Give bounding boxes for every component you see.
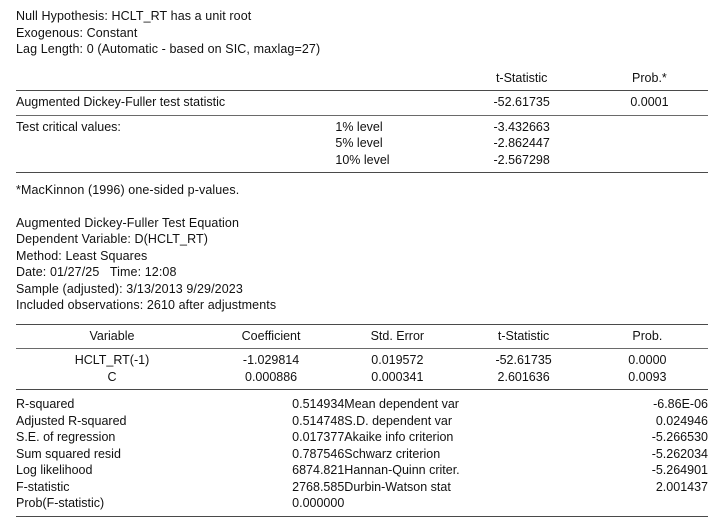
adf-stat-prob: 0.0001 <box>630 95 669 109</box>
critical-prob-3 <box>591 152 708 169</box>
stat-label-f-statistic: F-statistic <box>16 479 70 494</box>
stat-value-adjusted-r-squared: 0.514748 <box>292 413 345 428</box>
stat-label-schwarz: Schwarz criterion <box>344 446 441 461</box>
table-row <box>16 396 708 413</box>
summary-header-row <box>16 70 708 87</box>
stat-value-prob-f-statistic: 0.000000 <box>292 496 345 510</box>
table-row <box>16 152 708 169</box>
critical-level-2: 5% level <box>335 136 383 150</box>
date-time: Date: 01/27/25 Time: 12:08 <box>16 265 177 279</box>
coef-header-prob: Prob. <box>632 328 663 343</box>
critical-blank-3 <box>16 152 335 169</box>
summary-header-prob: Prob.* <box>632 70 667 85</box>
coef-header-tstatistic: t-Statistic <box>497 328 550 343</box>
coef-variable-1: HCLT_RT(-1) <box>74 353 150 367</box>
coef-tstatistic-1: -52.61735 <box>495 353 552 367</box>
adf-summary-table <box>16 70 708 87</box>
stat-value-blank <box>587 495 708 512</box>
adf-stat-label: Augmented Dickey-Fuller test statistic <box>16 95 226 109</box>
stat-value-sd-dependent-var: 0.024946 <box>655 413 708 428</box>
table-row <box>16 369 708 386</box>
divider-top <box>16 90 708 91</box>
table-row <box>16 462 708 479</box>
stat-value-hannan-quinn: -5.264901 <box>651 463 708 477</box>
table-row <box>16 352 708 369</box>
table-row <box>16 413 708 430</box>
coef-header-coefficient: Coefficient <box>241 328 301 343</box>
table-row <box>16 446 708 463</box>
divider-coef-bottom <box>16 389 708 390</box>
lag-length-line: Lag Length: 0 (Automatic - based on SIC, maxlag=27) <box>16 42 321 56</box>
stat-label-r-squared: R-squared <box>16 397 75 411</box>
critical-value-3: -2.567298 <box>493 152 550 167</box>
stat-value-se-regression: 0.017377 <box>292 430 345 444</box>
divider-coef-mid <box>16 348 708 349</box>
header-block <box>16 8 708 58</box>
coefficient-table-header <box>16 328 708 345</box>
stat-label-mean-dependent-var: Mean dependent var <box>344 397 459 411</box>
divider-mid <box>16 115 708 116</box>
stat-label-adjusted-r-squared: Adjusted R-squared <box>16 413 127 428</box>
included-observations: Included observations: 2610 after adjustments <box>16 298 277 312</box>
divider-stats-bottom <box>16 516 708 517</box>
table-row <box>16 429 708 446</box>
table-row <box>16 479 708 496</box>
critical-values-table <box>16 119 708 169</box>
stat-value-durbin-watson: 2.001437 <box>655 479 708 494</box>
stat-value-schwarz: -5.262034 <box>651 446 708 461</box>
critical-prob-2 <box>591 135 708 152</box>
adf-stat-tstat: -52.61735 <box>493 95 550 109</box>
table-row <box>16 94 708 111</box>
coef-coefficient-2: 0.000886 <box>245 369 298 384</box>
stat-value-akaike: -5.266530 <box>651 430 708 444</box>
stat-value-f-statistic: 2768.585 <box>292 479 345 494</box>
critical-prob-1 <box>591 119 708 136</box>
critical-value-1: -3.432663 <box>493 119 550 134</box>
dependent-variable: Dependent Variable: D(HCLT_RT) <box>16 232 208 246</box>
critical-value-2: -2.862447 <box>493 136 550 150</box>
stat-label-durbin-watson: Durbin-Watson stat <box>344 479 451 494</box>
spacer <box>16 314 708 320</box>
summary-header-blank-1 <box>16 70 335 87</box>
stat-value-mean-dependent-var: -6.86E-06 <box>653 397 708 411</box>
sample-range: Sample (adjusted): 3/13/2013 9/29/2023 <box>16 281 243 296</box>
stat-label-sum-squared-resid: Sum squared resid <box>16 446 121 461</box>
coef-stderror-2: 0.000341 <box>371 369 424 384</box>
coef-header-row <box>16 328 708 345</box>
table-row <box>16 119 708 136</box>
regression-statistics-table <box>16 396 708 512</box>
spacer <box>16 58 708 70</box>
table-row <box>16 495 708 512</box>
mackinnon-footnote: *MacKinnon (1996) one-sided p-values. <box>16 183 240 197</box>
adf-stat-sub <box>335 94 452 111</box>
stat-label-akaike: Akaike info criterion <box>344 430 454 444</box>
coef-coefficient-1: -1.029814 <box>242 353 300 367</box>
stat-value-r-squared: 0.514934 <box>292 397 345 411</box>
coef-header-stderror: Std. Error <box>370 328 425 343</box>
spacer <box>16 199 708 215</box>
stat-label-hannan-quinn: Hannan-Quinn criter. <box>344 463 460 477</box>
critical-level-1: 1% level <box>335 119 383 134</box>
coef-prob-2: 0.0093 <box>628 369 667 384</box>
coef-stderror-1: 0.019572 <box>371 353 424 367</box>
divider-bottom-summary <box>16 172 708 173</box>
stat-label-blank <box>344 495 586 512</box>
coef-prob-1: 0.0000 <box>628 353 667 367</box>
stat-label-sd-dependent-var: S.D. dependent var <box>344 413 453 428</box>
critical-values-label: Test critical values: <box>16 119 121 134</box>
divider-coef-top <box>16 324 708 325</box>
equation-title: Augmented Dickey-Fuller Test Equation <box>16 215 240 230</box>
equation-info-block <box>16 215 708 314</box>
adf-summary-body <box>16 94 708 111</box>
null-hypothesis-line: Null Hypothesis: HCLT_RT has a unit root <box>16 9 252 23</box>
exogenous-line: Exogenous: Constant <box>16 25 138 40</box>
coef-header-variable: Variable <box>89 328 135 343</box>
summary-header-blank-2 <box>335 70 452 87</box>
table-row <box>16 135 708 152</box>
critical-blank-2 <box>16 135 335 152</box>
critical-level-3: 10% level <box>335 152 390 167</box>
coefficient-table-body <box>16 352 708 385</box>
summary-header-tstat: t-Statistic <box>495 70 548 85</box>
stat-label-prob-f-statistic: Prob(F-statistic) <box>16 496 105 510</box>
stat-value-sum-squared-resid: 0.787546 <box>292 446 345 461</box>
stat-label-se-regression: S.E. of regression <box>16 430 116 444</box>
stat-label-log-likelihood: Log likelihood <box>16 463 93 477</box>
stat-value-log-likelihood: 6874.821 <box>292 463 345 477</box>
coef-variable-2: C <box>107 369 117 384</box>
coef-tstatistic-2: 2.601636 <box>497 369 550 384</box>
method: Method: Least Squares <box>16 248 148 263</box>
